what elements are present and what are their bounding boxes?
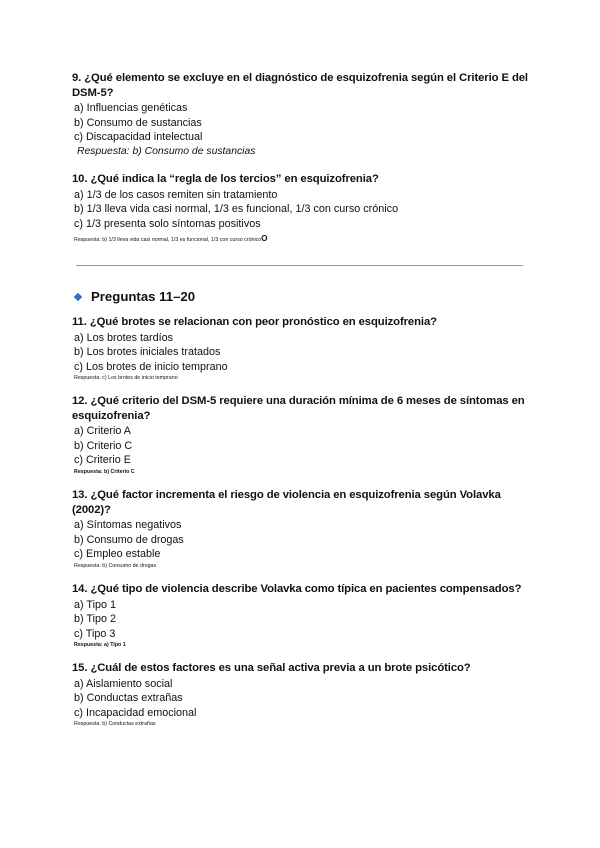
question-14 [72,582,532,649]
option-c: c) Discapacidad intelectual [74,131,203,144]
question-12 [72,394,532,476]
question-title: 15. ¿Cuál de estos factores es una señal activa previa a un brote psicótico? [72,662,471,674]
question-15 [72,661,532,728]
answer-mark: O [261,234,268,244]
question-title: 9. ¿Qué elemento se excluye en el diagnóstico de esquizofrenia según el Criterio E del DSM-5? [72,72,528,99]
answer: Respuesta: a) Tipo 1 [74,642,126,649]
option-b: b) Criterio C [74,439,133,452]
section-header [74,289,195,304]
section-divider [76,265,523,266]
option-c: c) 1/3 presenta solo síntomas positivos [74,217,261,230]
question-13 [72,488,532,570]
answer [74,235,532,244]
question-title: 14. ¿Qué tipo de violencia describe Volavka como típica en pacientes compensados? [72,583,522,595]
option-b: b) Conductas extrañas [74,692,183,705]
option-a: a) Los brotes tardíos [74,331,174,344]
option-c: c) Tipo 3 [74,627,116,640]
option-c: c) Criterio E [74,454,131,467]
answer: Respuesta: c) Los brotes de inicio temprano [74,375,178,382]
question-10 [72,172,532,244]
answer: Respuesta: b) Consumo de drogas [74,562,157,569]
option-b: b) Tipo 2 [74,613,117,626]
answer-text: Respuesta: b) 1/3 lleva vida casi normal, 1/3 es funcional, 1/3 con curso crónico [74,237,262,244]
option-a: a) Aislamiento social [74,677,173,690]
question-11 [72,315,532,382]
question-title: 11. ¿Qué brotes se relacionan con peor pronóstico en esquizofrenia? [72,316,437,328]
option-b: b) 1/3 lleva vida casi normal, 1/3 es funcional, 1/3 con curso crónico [74,203,399,216]
option-b: b) Consumo de sustancias [74,116,202,129]
option-a: a) 1/3 de los casos remiten sin tratamiento [74,188,278,201]
diamond-icon [74,292,82,300]
option-c: c) Incapacidad emocional [74,706,197,719]
option-b: b) Consumo de drogas [74,533,184,546]
question-title: 13. ¿Qué factor incrementa el riesgo de violencia en esquizofrenia según Volavka (2002)? [72,489,501,516]
question-9 [72,71,532,159]
answer: Respuesta: b) Criterio C [74,468,135,475]
option-c: c) Los brotes de inicio temprano [74,360,228,373]
option-a: a) Influencias genéticas [74,102,188,114]
option-a: a) Criterio A [74,425,131,437]
answer: Respuesta: b) Consumo de sustancias [77,145,256,157]
answer: Respuesta: b) Conductas extrañas [74,721,156,728]
section-title: Preguntas 11–20 [91,289,196,304]
option-c: c) Empleo estable [74,548,161,561]
option-a: a) Tipo 1 [74,598,117,611]
question-title: 12. ¿Qué criterio del DSM-5 requiere una duración mínima de 6 meses de síntomas en esquizofrenia? [72,395,525,422]
option-b: b) Los brotes iniciales tratados [74,346,221,359]
question-title: 10. ¿Qué indica la “regla de los tercios” en esquizofrenia? [72,173,379,185]
option-a: a) Síntomas negativos [74,519,182,531]
